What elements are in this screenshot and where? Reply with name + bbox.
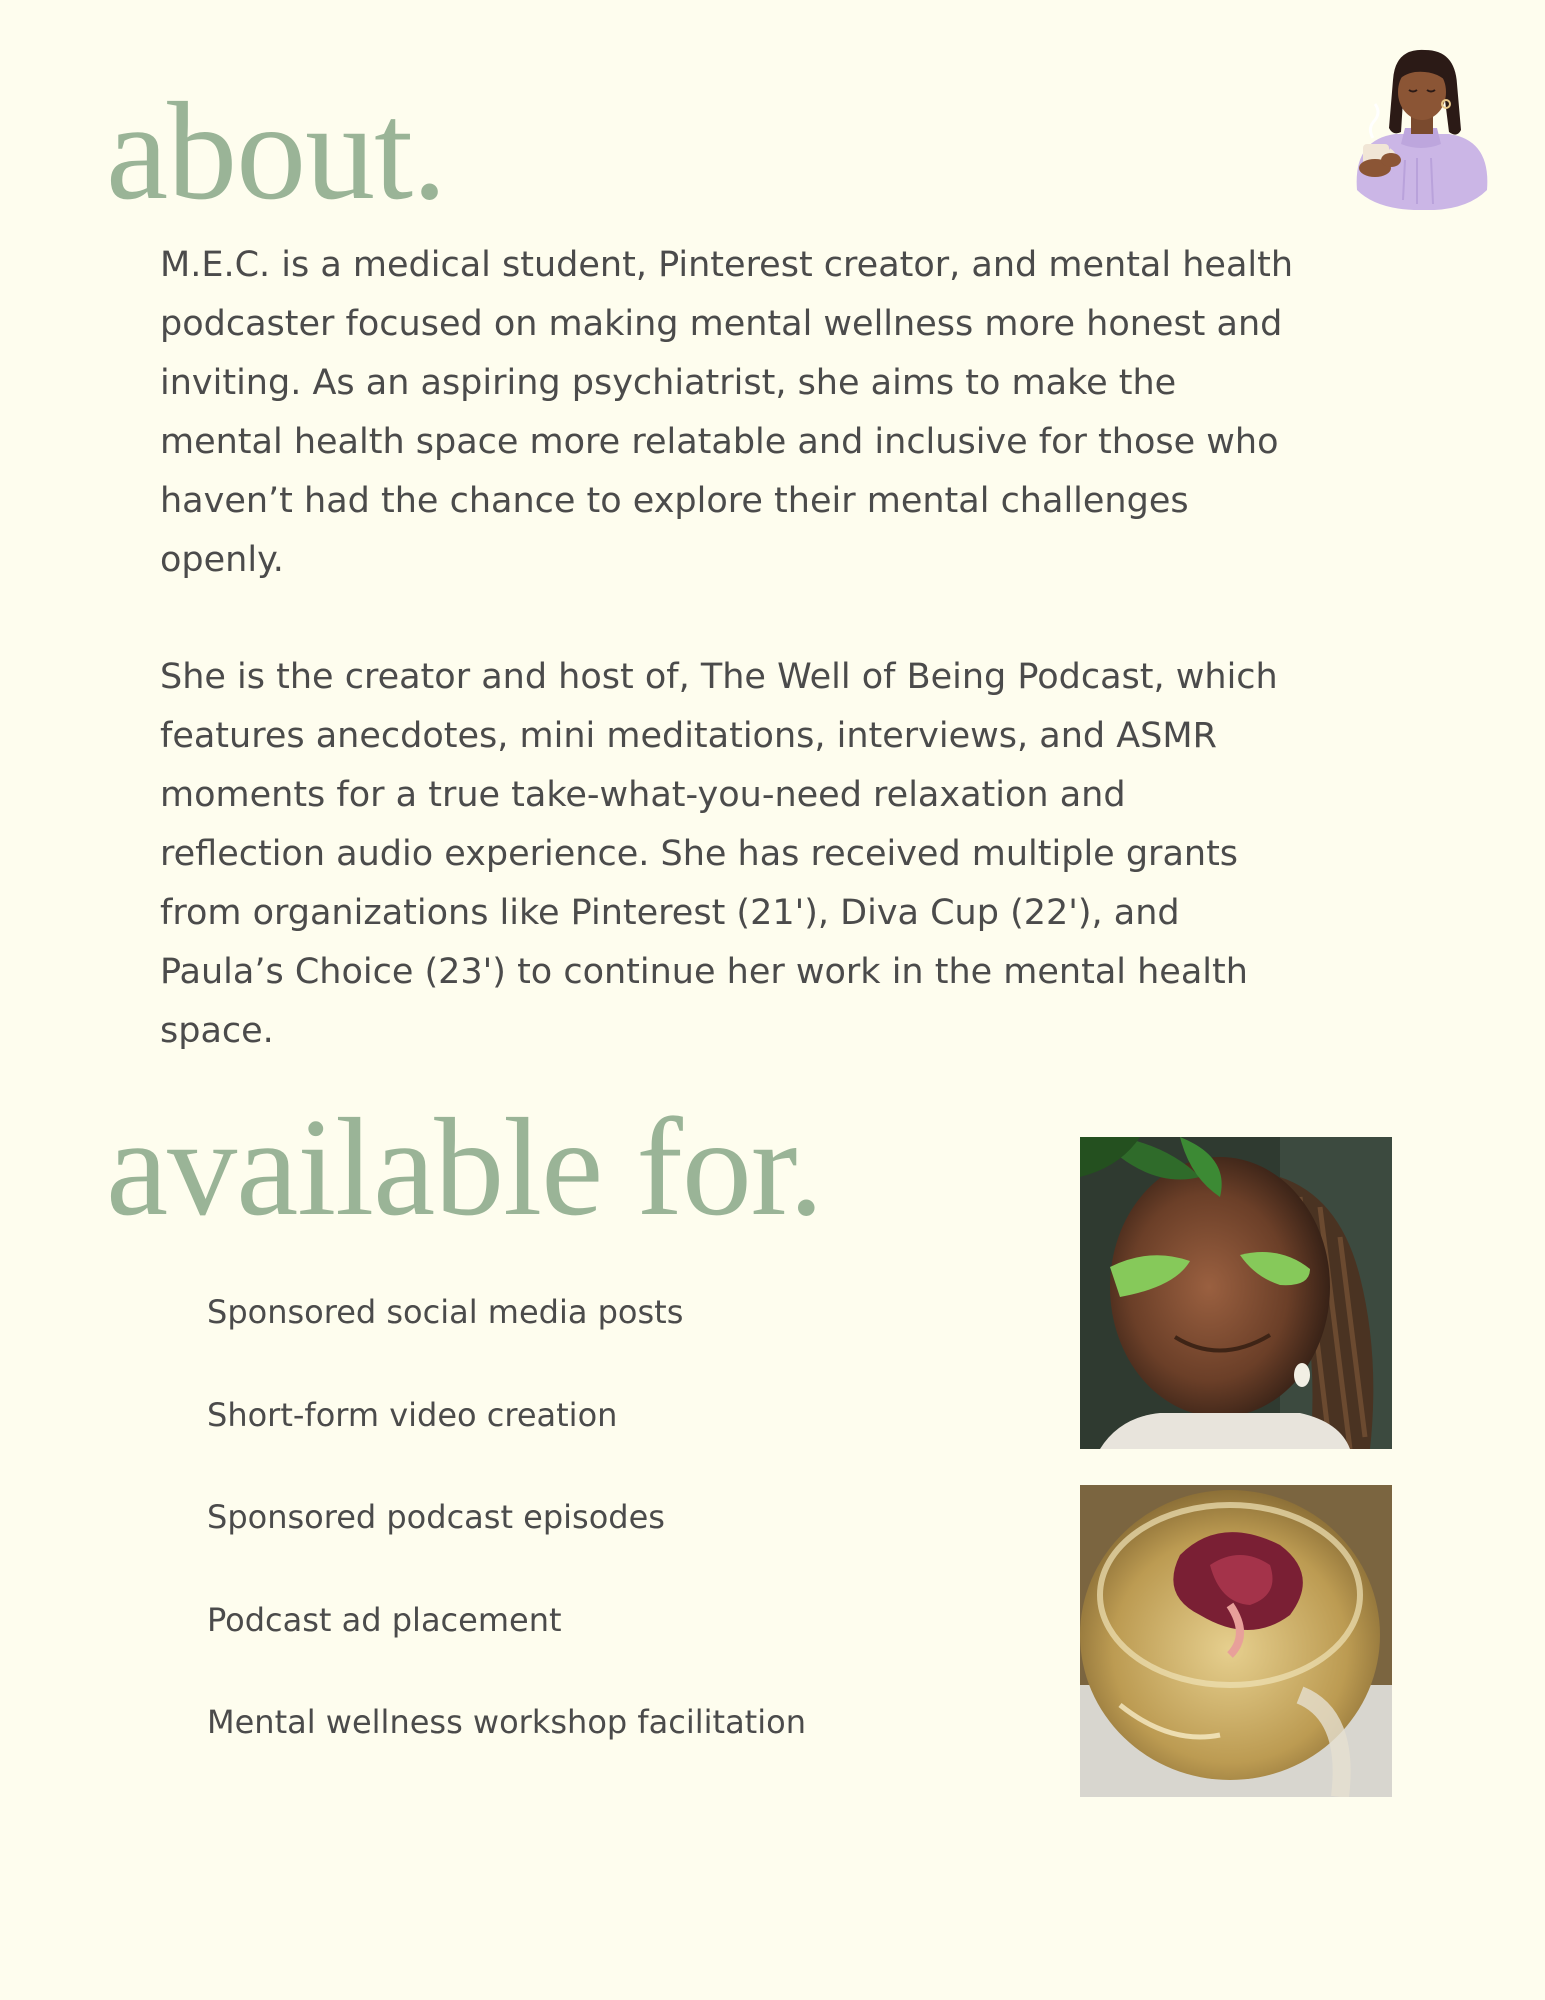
available-heading: available for. — [106, 1090, 823, 1245]
about-paragraph-1: M.E.C. is a medical student, Pinterest creator, and mental health podcaster focused on making mental wellness more honest and inviting. As an aspiring psychiatrist, she aims to make the mental health space more relatable and inclusive for those who haven’t had the chance to explore their mental challenges openly. — [160, 245, 1294, 580]
portrait-photo — [1080, 1137, 1392, 1449]
avatar-illustration — [1345, 40, 1495, 210]
service-item: Mental wellness workshop facilitation — [207, 1703, 806, 1741]
about-text — [160, 236, 1300, 1119]
service-item: Podcast ad placement — [207, 1600, 562, 1639]
service-item: Short-form video creation — [207, 1395, 618, 1434]
about-heading: about. — [106, 74, 447, 229]
service-item: Sponsored social media posts — [207, 1293, 684, 1331]
about-paragraph-2: She is the creator and host of, The Well of Being Podcast, which features anecdotes, mini meditations, interviews, and ASMR moments for a true take-what-you-need relaxation and reflection audio experience. She has received multiple grants from organizations like Pinterest (21'), Diva Cup (22'), and Paula’s Choice (23') to continue her work in the mental health space. — [160, 657, 1278, 1051]
services-list — [207, 1282, 806, 1795]
tea-photo — [1080, 1485, 1392, 1797]
service-item: Sponsored podcast episodes — [207, 1498, 665, 1536]
